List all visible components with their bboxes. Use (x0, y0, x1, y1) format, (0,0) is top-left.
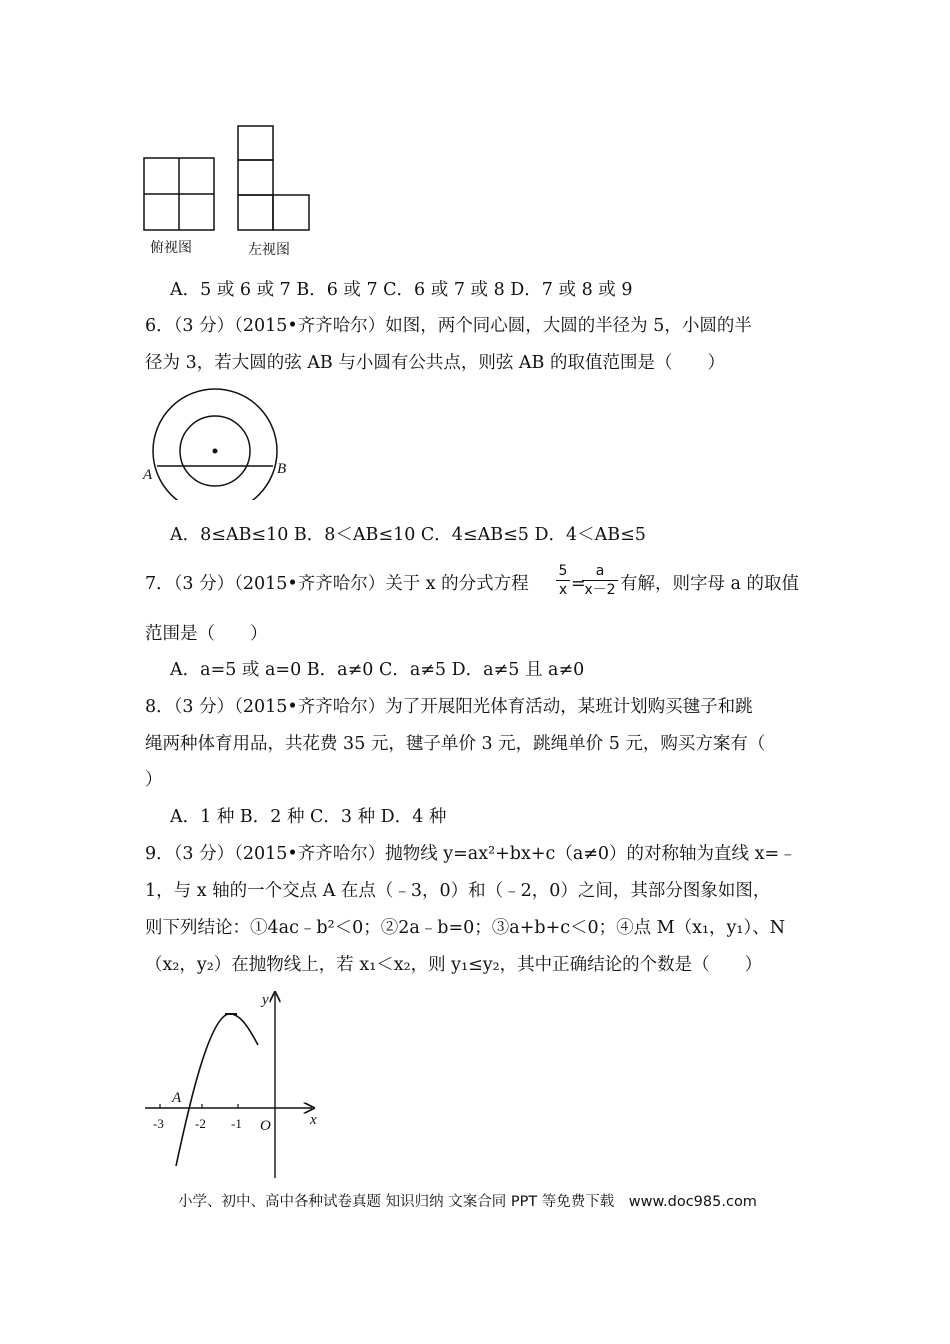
q9-stem-line2: 1，与 x 轴的一个交点 A 在点（﹣3，0）和（﹣2，0）之间，其部分图象如图， (145, 881, 771, 901)
fraction-1-denominator: x (558, 582, 568, 598)
tick-label-neg3: -3 (153, 1116, 164, 1131)
fraction-2-numerator: a (582, 562, 618, 581)
q7-stem-line2: 范围是（ ） (145, 624, 268, 644)
concentric-circles-figure (140, 385, 300, 500)
q6-options: A．8≤AB≤10 B．8＜AB≤10 C．4≤AB≤5 D．4＜AB≤5 (170, 525, 646, 545)
y-axis-label: y (262, 992, 269, 1008)
q7-equals-sign: = (571, 574, 586, 594)
q8-options: A．1 种 B．2 种 C．3 种 D．4 种 (170, 807, 447, 827)
q9-stem-line1: 9．（3 分）（2015•齐齐哈尔）抛物线 y=ax²+bx+c（a≠0）的对称轴为直线 x=﹣ (145, 844, 797, 864)
q6-stem-line2: 径为 3，若大圆的弦 AB 与小圆有公共点，则弦 AB 的取值范围是（ ） (145, 353, 725, 373)
q8-stem-line1: 8．（3 分）（2015•齐齐哈尔）为了开展阳光体育活动，某班计划购买毽子和跳 (145, 697, 753, 717)
q7-stem-line1-post: 有解，则字母 a 的取值 (620, 574, 800, 594)
chord-label-a: A (143, 467, 153, 483)
parabola-graph-figure (140, 990, 330, 1185)
tick-label-neg1: -1 (231, 1116, 242, 1131)
page-footer: 小学、初中、高中各种试卷真题 知识归纳 文案合同 PPT 等免费下载 www.doc985.com (178, 1194, 757, 1210)
q7-fraction-1 (556, 562, 570, 599)
center-point (213, 449, 218, 454)
x-axis-label: x (310, 1112, 317, 1128)
top-view-grid (144, 158, 214, 230)
q7-options: A．a=5 或 a=0 B．a≠0 C．a≠5 D．a≠5 且 a≠0 (170, 660, 585, 680)
q7-fraction-2 (582, 562, 618, 599)
q6-stem-line1: 6．（3 分）（2015•齐齐哈尔）如图，两个同心圆，大圆的半径为 5，小圆的半 (145, 316, 752, 336)
large-circle (153, 389, 277, 500)
q9-stem-line4: （x₂，y₂）在抛物线上，若 x₁＜x₂，则 y₁≤y₂，其中正确结论的个数是（ ） (145, 955, 763, 975)
top-view-caption: 俯视图 (150, 240, 192, 256)
fraction-1-numerator: 5 (556, 562, 570, 581)
three-view-figure (140, 120, 320, 260)
parabola-curve (176, 1014, 258, 1166)
origin-label: O (260, 1118, 271, 1134)
q8-stem-line3: ） (145, 770, 163, 790)
q5-options: A．5 或 6 或 7 B．6 或 7 C．6 或 7 或 8 D．7 或 8 或 9 (170, 280, 633, 300)
q8-stem-line2: 绳两种体育用品，共花费 35 元，毽子单价 3 元，跳绳单价 5 元，购买方案有（ (145, 734, 766, 754)
left-view-caption: 左视图 (248, 242, 290, 258)
left-view-grid (238, 126, 309, 230)
q9-stem-line3: 则下列结论：①4ac﹣b²＜0；②2a﹣b=0；③a+b+c＜0；④点 M（x₁，y₁）、N (145, 918, 786, 938)
tick-label-neg2: -2 (195, 1116, 206, 1131)
fraction-2-denominator: x－2 (584, 582, 616, 598)
chord-label-b: B (277, 461, 287, 477)
point-a-label: A (172, 1090, 182, 1106)
q7-stem-line1-pre: 7．（3 分）（2015•齐齐哈尔）关于 x 的分式方程 (145, 574, 529, 594)
